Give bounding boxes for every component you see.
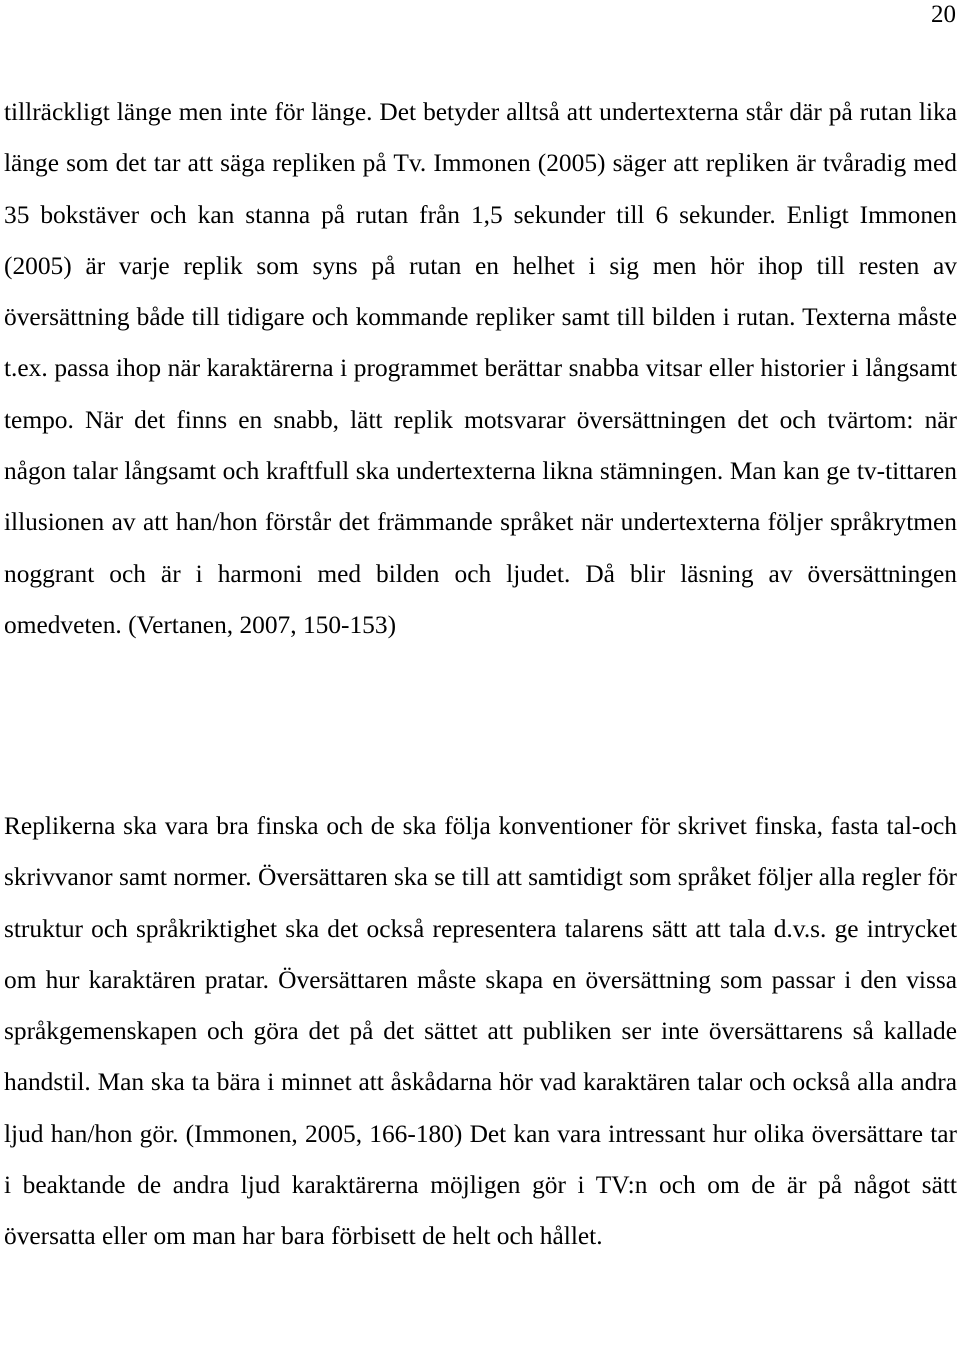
- page-number: 20: [931, 1, 956, 28]
- body-paragraph-2: Replikerna ska vara bra finska och de ska följa konventioner för skrivet finska, fasta tal-och skrivvanor samt normer. Översättaren ska se till att samtidigt som språket följer alla regler för struktur och språkriktighet ska det också representera talarens sätt att tala d.v.s. ge intrycket om hur karaktären pratar. Översättaren måste skapa en översättning som passar i den vissa språkgemenskapen och göra det på det sättet att publiken ser inte översättarens så kallade handstil. Man ska ta bära i minnet att åskådarna hör vad karaktären talar och också alla andra ljud han/hon gör. (Immonen, 2005, 166-180) Det kan vara intressant hur olika översättare tar i beaktande de andra ljud karaktärerna möjligen gör i TV:n och om de är på något sätt översatta eller om man har bara förbisett de helt och hållet.: [4, 812, 957, 1251]
- body-paragraph-1: tillräckligt länge men inte för länge. Det betyder alltså att undertexterna står där på rutan lika länge som det tar att säga repliken på Tv. Immonen (2005) säger att repliken är tvåradig med 35 bokstäver och kan stanna på rutan från 1,5 sekunder till 6 sekunder. Enligt Immonen (2005) är varje replik som syns på rutan en helhet i sig men hör ihop till resten av översättning både till tidigare och kommande repliker samt till bilden i rutan. Texterna måste t.ex. passa ihop när karaktärerna i programmet berättar snabba vitsar eller historier i långsamt tempo. När det finns en snabb, lätt replik motsvarar översättningen det och tvärtom: när någon talar långsamt och kraftfull ska undertexterna likna stämningen. Man kan ge tv-tittaren illusionen av att han/hon förstår det främmande språket när undertexterna följer språkrytmen noggrant och är i harmoni med bilden och ljudet. Då blir läsning av översättningen omedveten. (Vertanen, 2007, 150-153): [4, 98, 957, 639]
